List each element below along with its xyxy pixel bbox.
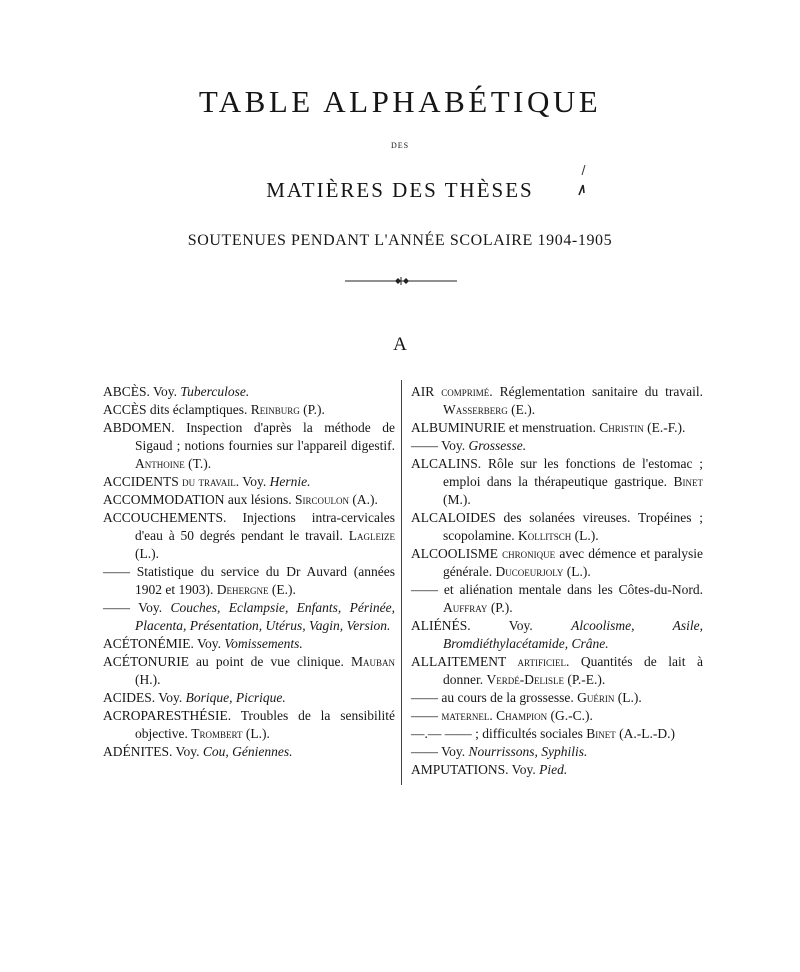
index-entry: [411, 437, 703, 455]
index-entry: [411, 707, 703, 725]
entry-text: —.— —— ; difficultés sociales: [411, 726, 587, 741]
entry-text: Champion: [496, 708, 548, 723]
index-entry: [103, 707, 395, 743]
entry-text: Trombert: [191, 726, 243, 741]
index-entry: [103, 563, 395, 599]
entry-text: Christin: [599, 420, 644, 435]
entry-text: . Voy.: [235, 474, 270, 489]
entry-text: Lagleize: [348, 528, 395, 543]
entry-text: ACCOMMODATION aux lésions.: [103, 492, 295, 507]
title-connector: DES: [390, 141, 410, 150]
index-entry: [411, 689, 703, 707]
entry-text: ALLAITEMENT: [411, 654, 518, 669]
entry-text: Nourrissons, Syphilis.: [468, 744, 588, 759]
entry-text: Couches, Eclampsie, Enfants, Périnée, Placenta, Présentation, Utérus, Vagin, Version.: [135, 600, 395, 633]
index-entry: [411, 545, 703, 581]
entry-text: Binet: [586, 726, 616, 741]
entry-text: (L.).: [571, 528, 599, 543]
entry-text: (E.-F.).: [643, 420, 686, 435]
index-entry: [103, 599, 395, 635]
entry-text: —— Statistique du service du Dr Auvard (années 1902 et 1903).: [103, 564, 395, 597]
index-entry: [103, 509, 395, 563]
index-column-left: [103, 383, 395, 761]
entry-text: (H.).: [135, 672, 161, 687]
entry-text: ABDOMEN. Inspection d'après la méthode de Sigaud ; notions fournies sur l'appareil digestif.: [103, 420, 395, 453]
entry-text: (L.).: [135, 546, 159, 561]
entry-text: avec démence et paralysie générale.: [443, 546, 703, 579]
index-entry: [103, 401, 395, 419]
entry-text: ACCÈS dits éclamptiques.: [103, 402, 251, 417]
entry-text: ALCOOLISME: [411, 546, 503, 561]
page-title: TABLE ALPHABÉTIQUE: [198, 84, 602, 119]
entry-text: chronique: [502, 546, 556, 561]
index-entry: [103, 743, 395, 761]
index-entry: [103, 473, 395, 491]
entry-text: . Quantités de lait à donner.: [443, 654, 704, 687]
entry-text: ACÉTONÉMIE. Voy.: [103, 636, 225, 651]
entry-text: —— et aliénation mentale dans les Côtes-du-Nord.: [411, 582, 703, 597]
entry-text: Auffray: [443, 600, 488, 615]
page-subtitle: MATIÈRES DES THÈSES: [266, 178, 534, 202]
index-entry: [411, 617, 703, 653]
column-divider: [401, 380, 402, 785]
entry-text: —— au cours de la grossesse.: [411, 690, 578, 705]
entry-text: .: [489, 708, 497, 723]
entry-text: Wasserberg: [443, 402, 508, 417]
entry-text: AMPUTATIONS. Voy.: [411, 762, 540, 777]
entry-text: . Réglementation sanitaire du travail.: [489, 384, 704, 399]
entry-text: comprimé: [441, 384, 490, 399]
entry-text: (P.).: [299, 402, 325, 417]
entry-text: ——: [411, 708, 442, 723]
entry-text: Sircoulon: [295, 492, 350, 507]
entry-text: ACÉTONURIE au point de vue clinique.: [103, 654, 351, 669]
entry-text: Pied.: [539, 762, 568, 777]
index-entry: [103, 689, 395, 707]
entry-text: Alcoolisme, Asile, Bromdiéthylacétamide, Crâne.: [443, 618, 703, 651]
entry-text: Grossesse.: [468, 438, 527, 453]
entry-text: ADÉNITES. Voy.: [103, 744, 203, 759]
entry-text: (L.).: [563, 564, 591, 579]
index-entry: [411, 509, 703, 545]
entry-text: ALCALINS. Rôle sur les fonctions de l'estomac ; emploi dans la thérapeutique gastrique.: [411, 456, 703, 489]
entry-text: maternel: [441, 708, 490, 723]
entry-text: ALBUMINURIE et menstruation.: [411, 420, 600, 435]
index-entry: [103, 491, 395, 509]
entry-text: Guérin: [577, 690, 615, 705]
entry-text: Ducoeurjoly: [495, 564, 564, 579]
entry-text: Reinburg: [250, 402, 300, 417]
index-entry: [103, 635, 395, 653]
index-entry: [411, 581, 703, 617]
entry-text: Binet: [673, 474, 703, 489]
index-entry: [411, 455, 703, 509]
entry-text: Mauban: [350, 654, 395, 669]
entry-text: AIR: [411, 384, 442, 399]
entry-text: Tuberculose.: [180, 384, 250, 399]
entry-text: (G.-C.).: [547, 708, 593, 723]
entry-text: (L.).: [242, 726, 270, 741]
index-entry: [411, 419, 703, 437]
entry-text: (P.).: [487, 600, 513, 615]
entry-text: Cou, Géniennes.: [202, 744, 293, 759]
entry-text: —— Voy.: [103, 600, 171, 615]
entry-text: (P.-E.).: [563, 672, 606, 687]
index-entry: [411, 383, 703, 419]
index-entry: [103, 653, 395, 689]
entry-text: Kollitsch: [517, 528, 572, 543]
index-column-right: [411, 383, 703, 779]
index-entry: [411, 743, 703, 761]
entry-text: (A.).: [349, 492, 378, 507]
index-entry: [411, 653, 703, 689]
entry-text: Verdé-Delisle: [486, 672, 564, 687]
entry-text: Dehergne: [216, 582, 269, 597]
entry-text: (A.-L.-D.): [615, 726, 675, 741]
entry-text: (E.).: [507, 402, 536, 417]
entry-text: Borique, Picrique.: [185, 690, 286, 705]
index-entry: [103, 419, 395, 473]
entry-text: (E.).: [268, 582, 296, 597]
entry-text: Vomissements.: [224, 636, 303, 651]
handwritten-mark-icon: [574, 163, 590, 199]
entry-text: (L.).: [614, 690, 642, 705]
entry-text: ALCALOIDES des solanées vireuses. Tropéines ; scopolamine.: [411, 510, 703, 543]
entry-text: ALIÉNÉS. Voy.: [411, 618, 572, 633]
entry-text: —— Voy.: [411, 744, 469, 759]
index-entry: [103, 383, 395, 401]
entry-text: ACCIDENTS: [103, 474, 183, 489]
entry-text: Hernie.: [269, 474, 311, 489]
entry-text: du travail: [182, 474, 236, 489]
entry-text: (M.).: [443, 492, 471, 507]
entry-text: (T.).: [184, 456, 212, 471]
entry-text: ACIDES. Voy.: [103, 690, 186, 705]
index-entry: [411, 725, 703, 743]
entry-text: Anthoine: [135, 456, 185, 471]
session-line: SOUTENUES PENDANT L'ANNÉE SCOLAIRE 1904-1905: [187, 232, 613, 249]
entry-text: —— Voy.: [411, 438, 469, 453]
entry-text: ABCÈS. Voy.: [103, 384, 181, 399]
entry-text: ACCOUCHEMENTS. Injections intra-cervicales d'eau à 50 degrés pendant le travail.: [103, 510, 395, 543]
index-entry: [411, 761, 703, 779]
entry-text: ACROPARESTHÉSIE. Troubles de la sensibilité objective.: [103, 708, 395, 741]
ornament-divider: [345, 275, 457, 287]
entry-text: artificiel: [517, 654, 566, 669]
section-letter: A: [393, 334, 407, 355]
